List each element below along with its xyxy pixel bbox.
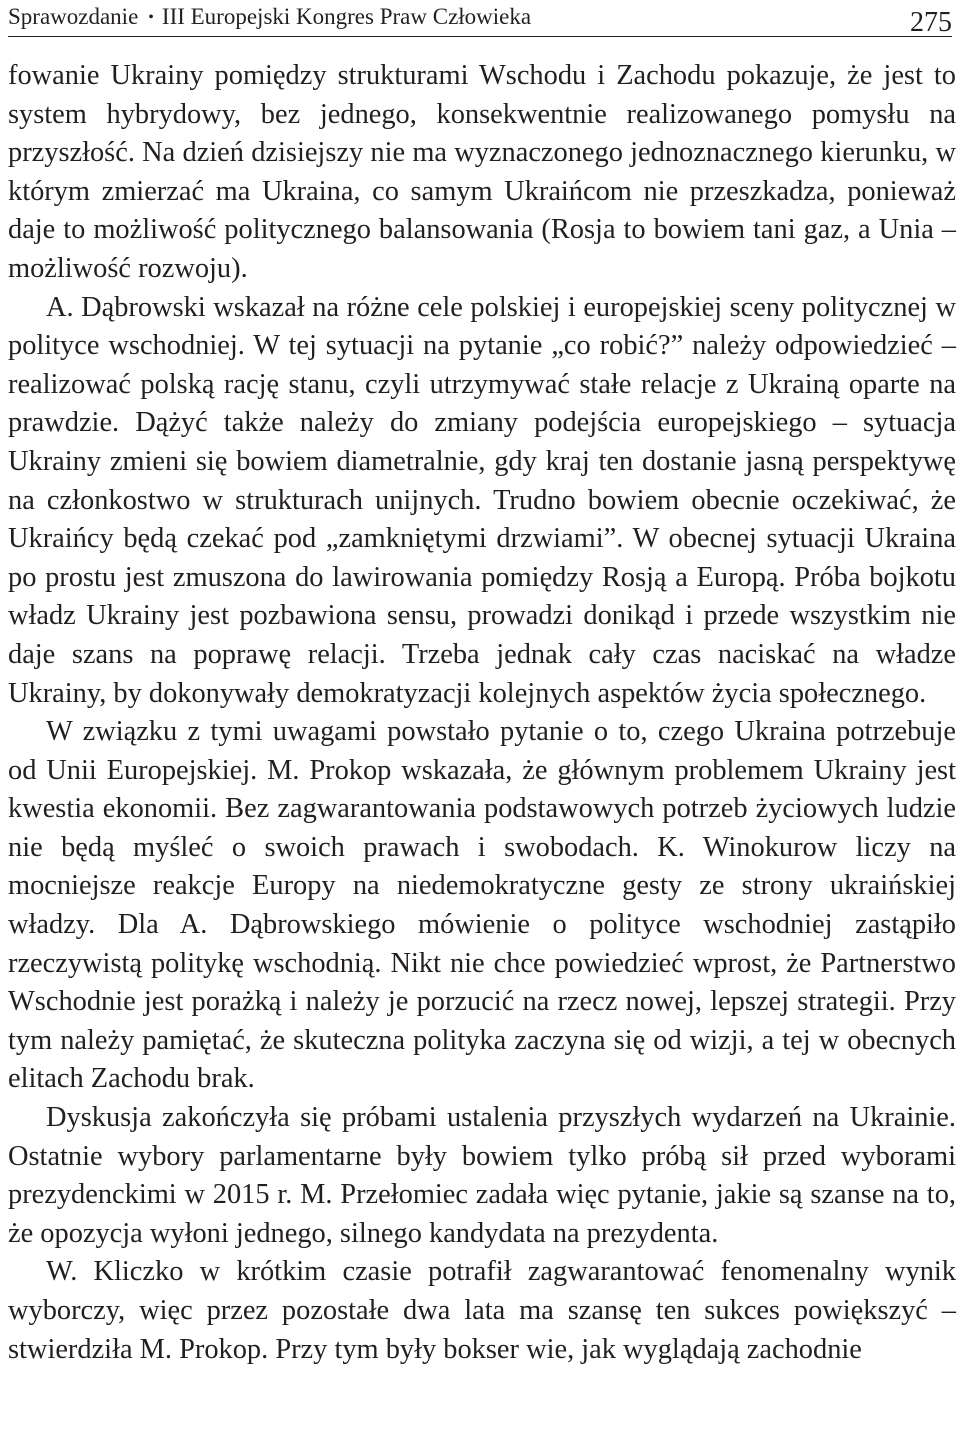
header-section: Sprawozdanie (8, 4, 139, 29)
paragraph: fowanie Ukrainy pomiędzy strukturami Wschodu i Zachodu pokazuje, że jest to system hybrydowy, bez jednego, konsekwentnie realizowanego pomysłu na przyszłość. Na dzień dzisiejszy nie ma wyznaczonego jednoznacznego kierunku, w którym zmierzać ma Ukraina, co samym Ukraińcom nie przeszkadza, ponieważ daje to możliwość politycznego balansowania (Rosja to bowiem tani gaz, a Unia – możliwość rozwoju). (8, 60, 956, 284)
body-text (8, 57, 956, 1369)
bullet-icon: • (148, 9, 154, 26)
paragraph: W. Kliczko w krótkim czasie potrafił zagwarantować fenomenalny wynik wyborczy, więc przez pozostałe dwa lata ma szansę ten sukces powiększyć – stwierdziła M. Prokop. Przy tym były bokser wie, jak wyglądają zachodnie (8, 1256, 956, 1365)
paragraph: Dyskusja zakończyła się próbami ustalenia przyszłych wydarzeń na Ukrainie. Ostatnie wybory parlamentarne były bowiem tylko próbą sił przed wyborami prezydenckimi w 2015 r. M. Przełomiec zadała więc pytanie, jakie są szanse na to, że opozycja wyłoni jednego, silnego kandydata na prezydenta. (8, 1102, 956, 1249)
page-number: 275 (910, 7, 952, 38)
paragraph: W związku z tymi uwagami powstało pytanie o to, czego Ukraina potrzebuje od Unii Europejskiej. M. Prokop wskazała, że głównym problemem Ukrainy jest kwestia ekonomii. Bez zagwarantowania podstawowych potrzeb życiowych ludzie nie będą myśleć o swoich prawach i swobodach. K. Winokurow liczy na mocniejsze reakcje Europy na niedemokratyczne gesty ze strony ukraińskiej władzy. Dla A. Dąbrowskiego mówienie o polityce wschodniej zastąpiło rzeczywistą politykę wschodnią. Nikt nie chce powiedzieć wprost, że Partnerstwo Wschodnie jest porażką i należy je porzucić na rzecz nowej, lepszej strategii. Przy tym należy pamiętać, że skuteczna polityka zaczyna się od wizji, a tej w obecnych elitach Zachodu brak. (8, 716, 956, 1095)
header-title: III Europejski Kongres Praw Człowieka (161, 4, 532, 29)
running-head (8, 2, 952, 37)
paragraph: A. Dąbrowski wskazał na różne cele polskiej i europejskiej sceny politycznej w polityce wschodniej. W tej sytuacji na pytanie „co robić?” należy odpowiedzieć – realizować polską rację stanu, czyli utrzymywać stałe relacje z Ukrainą oparte na prawdzie. Dążyć także należy do zmiany podejścia europejskiego – sytuacja Ukrainy zmieni się bowiem diametralnie, gdy kraj ten dostanie jasną perspektywę na członkostwo w strukturach unijnych. Trudno bowiem obecnie oczekiwać, że Ukraińcy będą czekać pod „zamkniętymi drzwiami”. W obecnej sytuacji Ukraina po prostu jest zmuszona do lawirowania pomiędzy Rosją a Europą. Próba bojkotu władz Ukrainy jest pozbawiona sensu, prowadzi donikąd i przede wszystkim nie daje szans na poprawę relacji. Trzeba jednak cały czas naciskać na władze Ukrainy, by dokonywały demokratyzacji kolejnych aspektów życia społecznego. (8, 291, 956, 709)
